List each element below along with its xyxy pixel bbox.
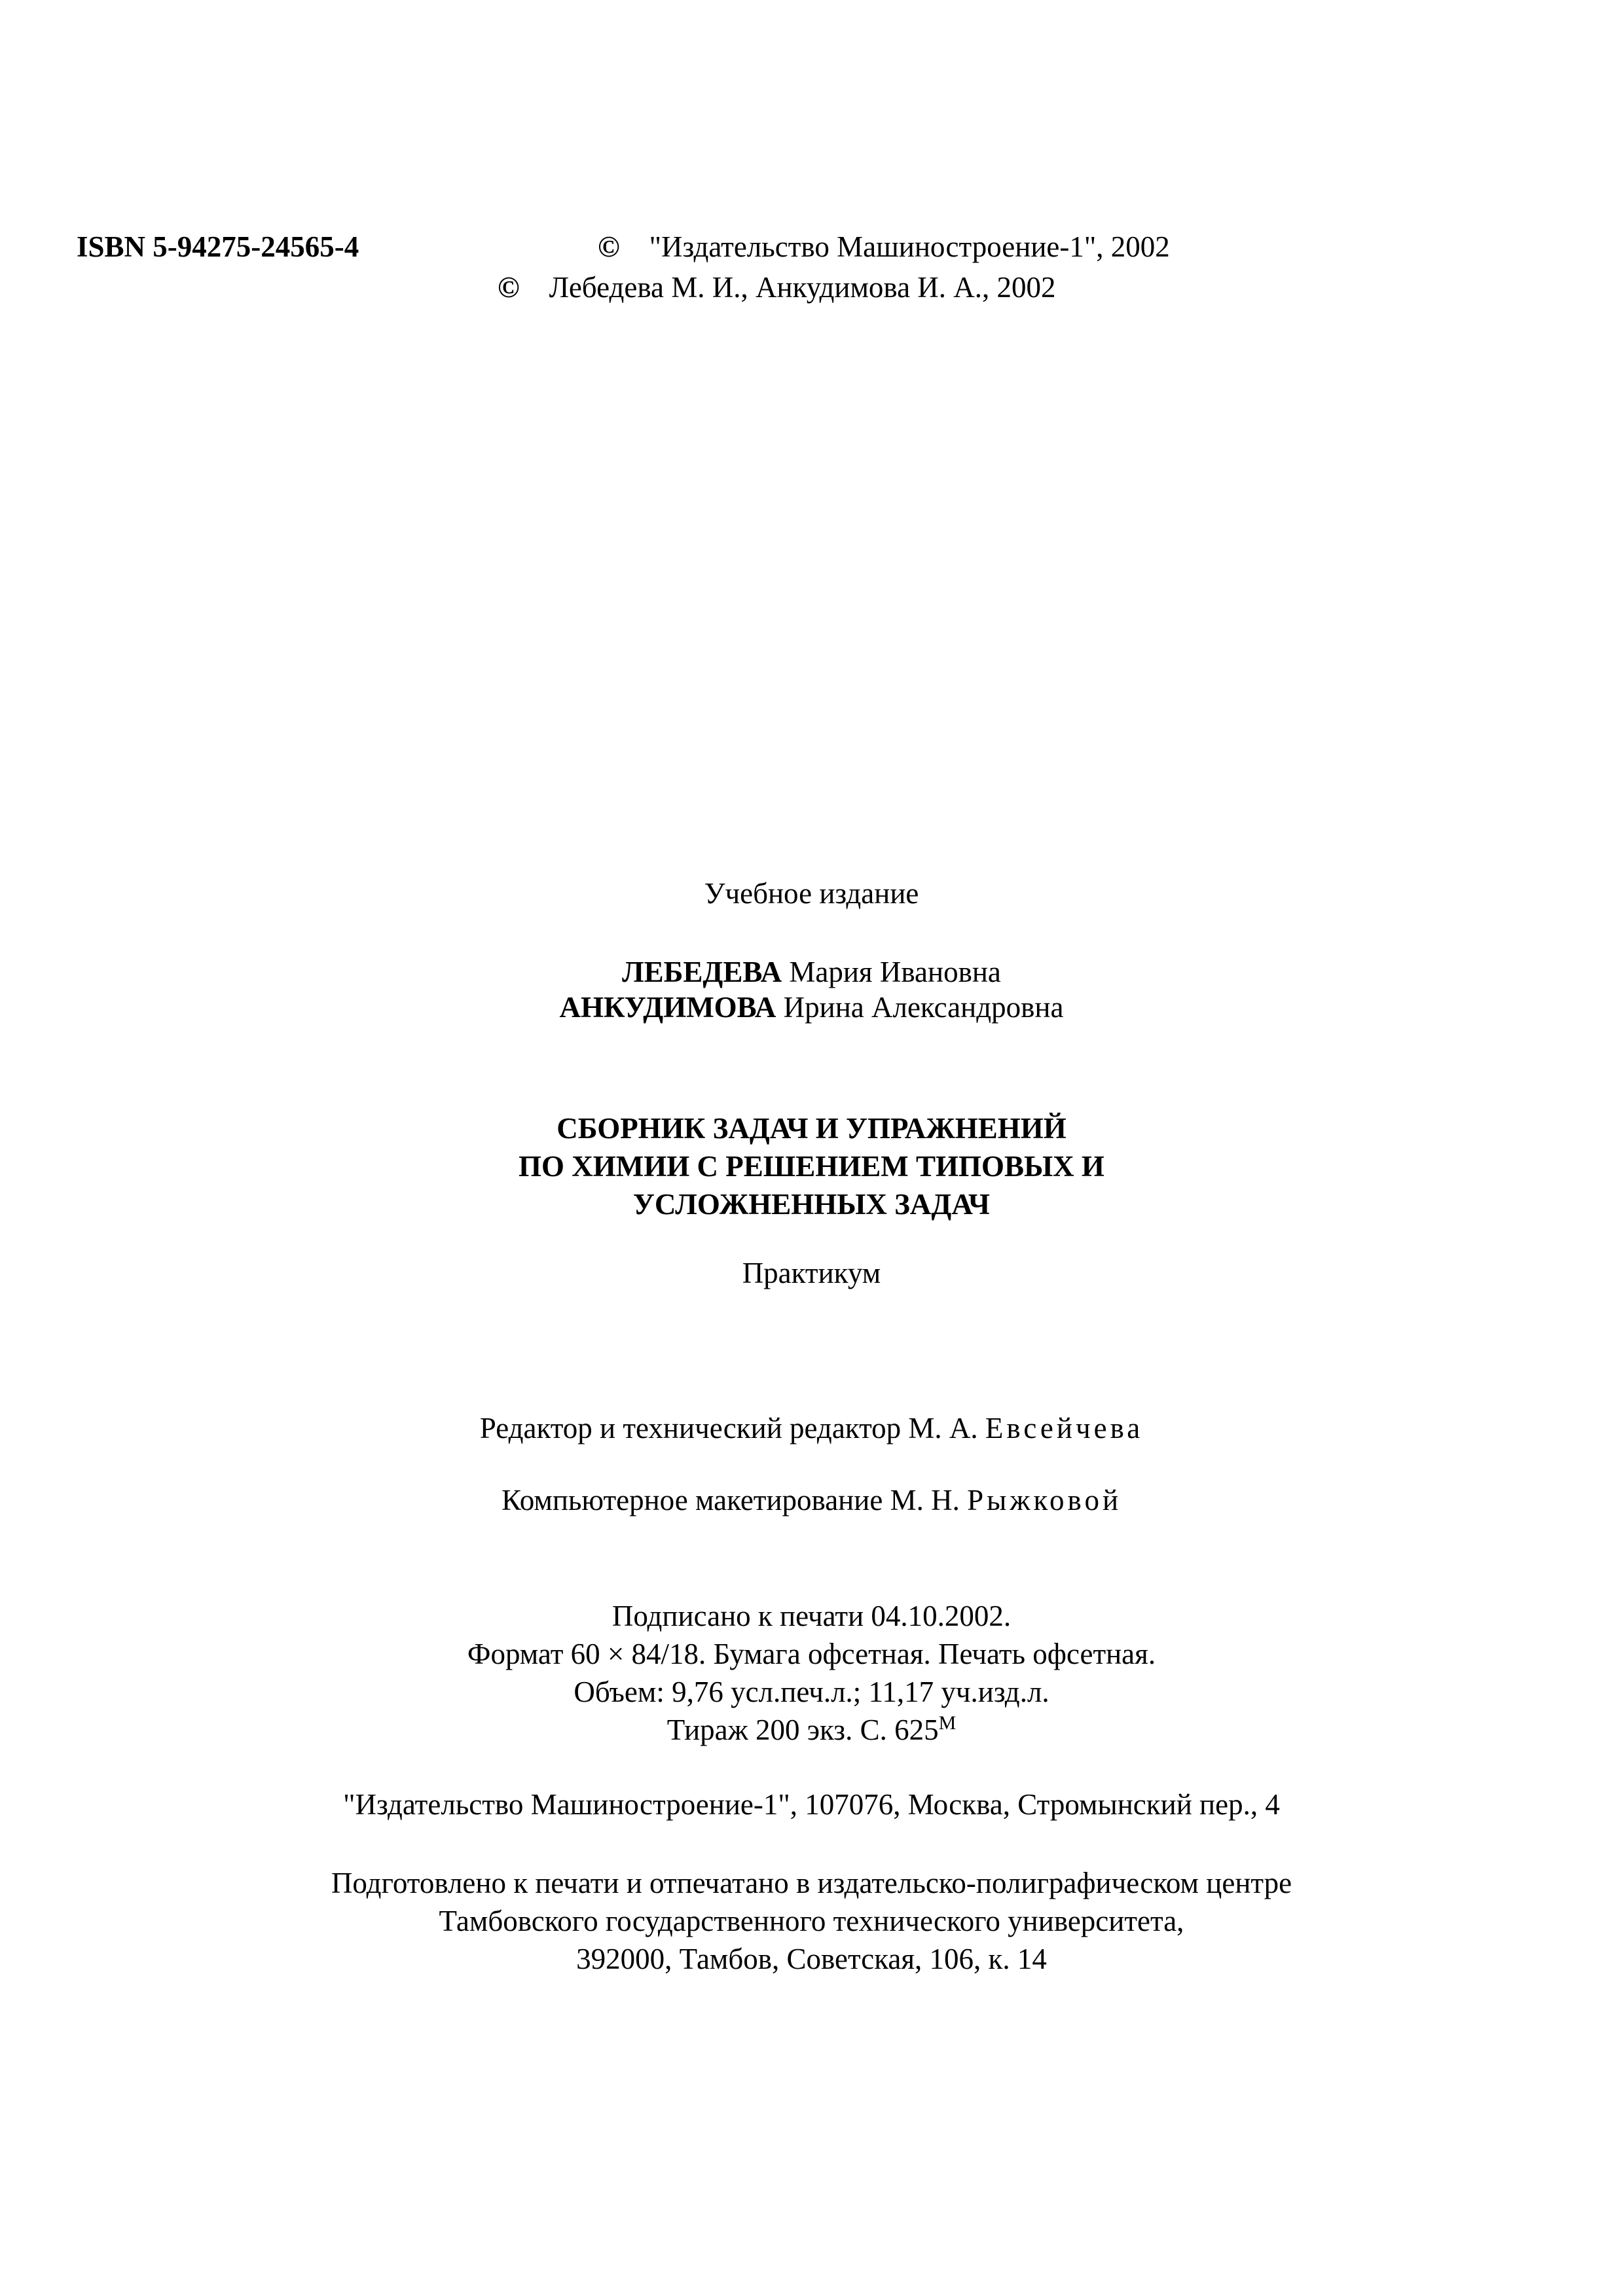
- printer-line: 392000, Тамбов, Советская, 106, к. 14: [576, 1943, 1047, 1975]
- author-given-name: Мария Ивановна: [789, 956, 1001, 988]
- copyright-line-publisher: [598, 229, 1170, 264]
- book-title: [0, 1109, 1623, 1223]
- print-run-superscript: М: [938, 1712, 957, 1734]
- editor-label: Редактор и технический редактор М. А.: [479, 1412, 978, 1444]
- layout-credit: [0, 1482, 1623, 1518]
- title-line: УСЛОЖНЕННЫХ ЗАДАЧ: [632, 1188, 991, 1221]
- editor-credit: [0, 1410, 1623, 1446]
- layout-label: Компьютерное макетирование М. Н.: [501, 1484, 960, 1516]
- print-volume: Объем: 9,76 усл.печ.л.; 11,17 уч.изд.л.: [574, 1676, 1049, 1708]
- author-given-name: Ирина Александровна: [783, 991, 1064, 1024]
- publisher-address: "Издательство Машиностроение-1", 107076, Москва, Стромынский пер., 4: [343, 1788, 1280, 1821]
- layout-name: Рыжковой: [967, 1484, 1122, 1516]
- isbn: ISBN 5-94275-24565-4: [77, 230, 359, 263]
- title-line: СБОРНИК ЗАДАЧ И УПРАЖНЕНИЙ: [556, 1112, 1067, 1145]
- authors: [0, 954, 1623, 1025]
- copyright-symbol: ©: [498, 271, 520, 304]
- printer-info: [0, 1864, 1623, 1978]
- copyright-publisher-text: "Издательство Машиностроение-1", 2002: [649, 230, 1170, 263]
- author-2: [0, 990, 1623, 1025]
- print-run: [0, 1711, 1623, 1749]
- author-surname: АНКУДИМОВА: [559, 991, 776, 1024]
- printer-line: Подготовлено к печати и отпечатано в издательско-полиграфическом центре: [331, 1867, 1292, 1899]
- author-1: [0, 954, 1623, 990]
- editor-name: Евсейчева: [985, 1412, 1144, 1444]
- subtitle: Практикум: [742, 1257, 881, 1289]
- edition-type: Учебное издание: [704, 877, 919, 910]
- copyright-line-authors: [498, 270, 1056, 305]
- signed-date: Подписано к печати 04.10.2002.: [611, 1600, 1012, 1632]
- author-surname: ЛЕБЕДЕВА: [622, 956, 782, 988]
- title-line: ПО ХИМИИ С РЕШЕНИЕМ ТИПОВЫХ И: [519, 1150, 1104, 1183]
- paper-format: Формат 60 × 84/18. Бумага офсетная. Печать офсетная.: [467, 1638, 1156, 1670]
- printer-line: Тамбовского государственного технического университета,: [439, 1905, 1184, 1937]
- print-info: [0, 1597, 1623, 1749]
- copyright-symbol: ©: [598, 230, 620, 263]
- print-run-text: Тираж 200 экз. С. 625: [666, 1713, 939, 1746]
- copyright-authors-text: Лебедева М. И., Анкудимова И. А., 2002: [549, 271, 1056, 304]
